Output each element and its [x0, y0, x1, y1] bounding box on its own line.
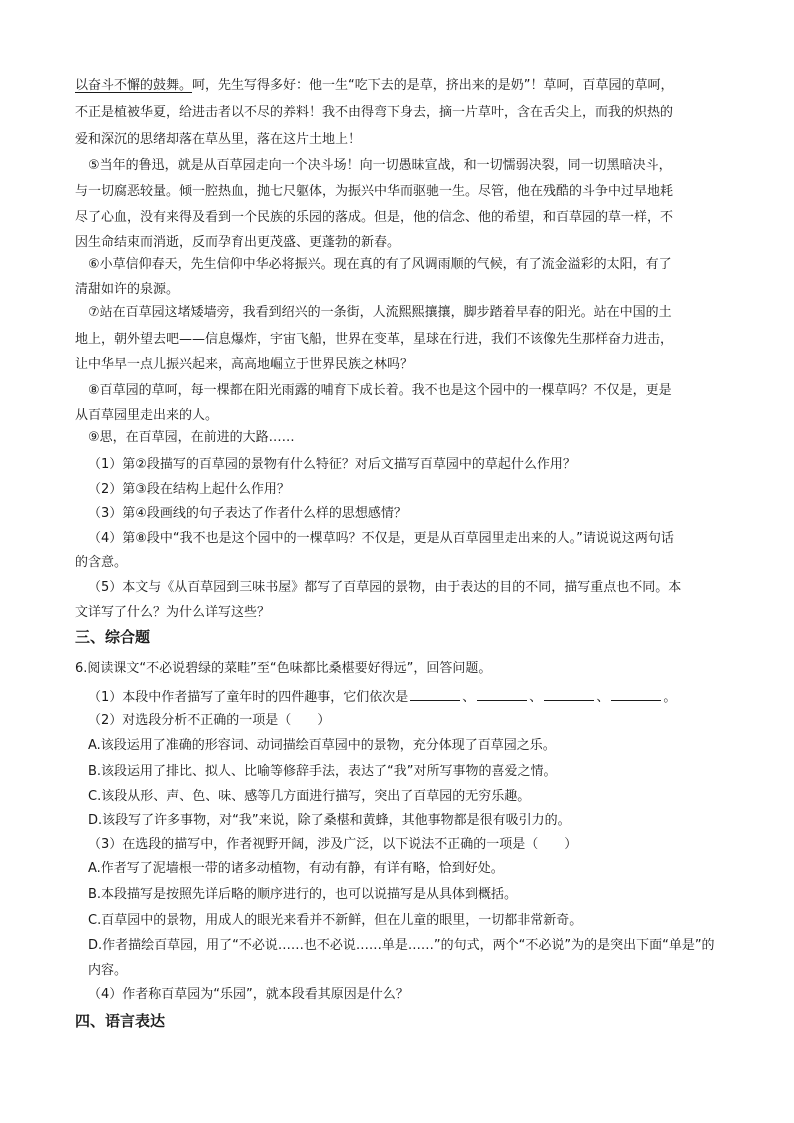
option-6-2-d: D.该段写了许多事物，对“我”来说，除了桑椹和黄蜂，其他事物都是很有吸引力的。	[88, 813, 571, 828]
answer-blank[interactable]	[544, 687, 594, 701]
answer-blank[interactable]	[410, 687, 460, 701]
option-6-2-c: C.该段从形、声、色、味、感等几方面进行描写，突出了百草园的无穷乐趣。	[88, 789, 531, 804]
p5-line-4: 因生命结束而消逝，反而孕育出更茂盛、更蓬勃的新春。	[75, 235, 401, 250]
p5-line-1: ⑤当年的鲁迅，就是从百草园走向一个决斗场！向一切愚昧宣战，和一切懦弱决裂，同一切黑暗决斗，	[88, 158, 672, 173]
p7-line-2: 地上，朝外望去吧——信息爆炸，宇宙飞船，世界在变革，星球在行进，我们不该像先生那样奋力进击，	[75, 332, 674, 347]
p9-line-1: ⑨思，在百草园，在前进的大路……	[88, 430, 295, 445]
section-3-title: 三、综合题	[75, 628, 151, 646]
p8-line-1: ⑧百草园的草呵，每一棵都在阳光雨露的哺育下成长着。我不也是这个园中的一棵草吗？不仅是，更是	[88, 383, 672, 398]
p4-line-1: 以奋斗不懈的鼓舞。呵，先生写得多好：他一生“吃下去的是草，挤出来的是奶”！草呵，百草园的草呵，	[75, 78, 674, 93]
question-6-2: （2）对选段分析不正确的一项是（ ）	[88, 713, 331, 728]
option-6-3-c: C.百草园中的景物，用成人的眼光来看并不新鲜，但在儿童的眼里，一切都非常新奇。	[88, 913, 583, 928]
question-6-stem: 6.阅读课文“不必说碧绿的菜畦”至“色味都比桑椹要好得远”，回答问题。	[75, 661, 492, 676]
question-5-5-line-1: （5）本文与《从百草园到三味书屋》都写了百草园的景物，由于表达的目的不同，描写重点也不同。本	[88, 580, 682, 595]
underlined-sentence: 以奋斗不懈的鼓舞。	[75, 78, 193, 93]
p6-line-2: 清甜如许的泉源。	[75, 282, 180, 297]
section-4-title: 四、语言表达	[75, 1012, 166, 1030]
question-6-3: （3）在选段的描写中，作者视野开阔，涉及广泛，以下说法不正确的一项是（ ）	[88, 837, 578, 852]
question-5-2: （2）第③段在结构上起什么作用？	[88, 482, 290, 497]
question-5-4-line-1: （4）第⑧段中“我不也是这个园中的一棵草吗？不仅是，更是从百草园里走出来的人。”请说说这两句话	[88, 531, 674, 546]
option-6-3-d-line-1: D.作者描绘百草园，用了“不必说……也不必说……单是……”的句式，两个“不必说”为的是突出下面“单是”的	[88, 938, 715, 953]
p6-line-1: ⑥小草信仰春天，先生信仰中华必将振兴。现在真的有了风调雨顺的气候，有了流金溢彩的太阳，有了	[88, 257, 672, 272]
option-6-3-b: B.本段描写是按照先详后略的顺序进行的，也可以说描写是从具体到概括。	[88, 887, 518, 902]
p7-line-1: ⑦站在百草园这堵矮墙旁，我看到绍兴的一条街，人流熙熙攘攘，脚步踏着早春的阳光。站在中国的土	[88, 305, 672, 320]
option-6-3-a: A.作者写了泥墙根一带的诸多动植物，有动有静，有详有略，恰到好处。	[88, 861, 504, 876]
answer-blank[interactable]	[477, 687, 527, 701]
option-6-3-d-line-2: 内容。	[88, 963, 128, 978]
question-6-1: （1）本段中作者描写了童年时的四件趣事，它们依次是 、 、 、 。	[88, 687, 738, 709]
p4-line-3: 爱和深沉的思绪却落在草丛里，落在这片土地上！	[75, 132, 362, 147]
p5-line-3: 尽了心血，没有来得及看到一个民族的乐园的落成。但是，他的信念、他的希望，和百草园的草一样，不	[75, 210, 674, 225]
question-5-4-line-2: 的含意。	[75, 555, 128, 570]
answer-blank[interactable]	[611, 687, 661, 701]
question-5-1: （1）第②段描写的百草园的景物有什么特征？对后文描写百草园中的草起什么作用？	[88, 457, 576, 472]
p8-line-2: 从百草园里走出来的人。	[75, 408, 219, 423]
option-6-2-b: B.该段运用了排比、拟人、比喻等修辞手法，表达了“我”对所写事物的喜爱之情。	[88, 764, 557, 779]
p7-line-3: 让中华早一点儿振兴起来，高高地崛立于世界民族之林吗？	[75, 357, 414, 372]
question-5-3: （3）第④段画线的句子表达了作者什么样的思想感情？	[88, 506, 407, 521]
p4-line-2: 不正是植被华夏，给进击者以不尽的养料！我不由得弯下身去，摘一片草叶，含在舌尖上，而我的炽热的	[75, 105, 674, 120]
p5-line-2: 与一切腐恶较量。倾一腔热血，抛七尺躯体，为振兴中华而驱驰一生。尽管，他在残酷的斗争中过早地耗	[75, 184, 674, 199]
question-5-5-line-2: 文详写了什么？为什么详写这些？	[75, 605, 271, 620]
question-6-4: （4）作者称百草园为“乐园”，就本段看其原因是什么？	[88, 987, 409, 1002]
option-6-2-a: A.该段运用了准确的形容词、动词描绘百草园中的景物，充分体现了百草园之乐。	[88, 738, 556, 753]
